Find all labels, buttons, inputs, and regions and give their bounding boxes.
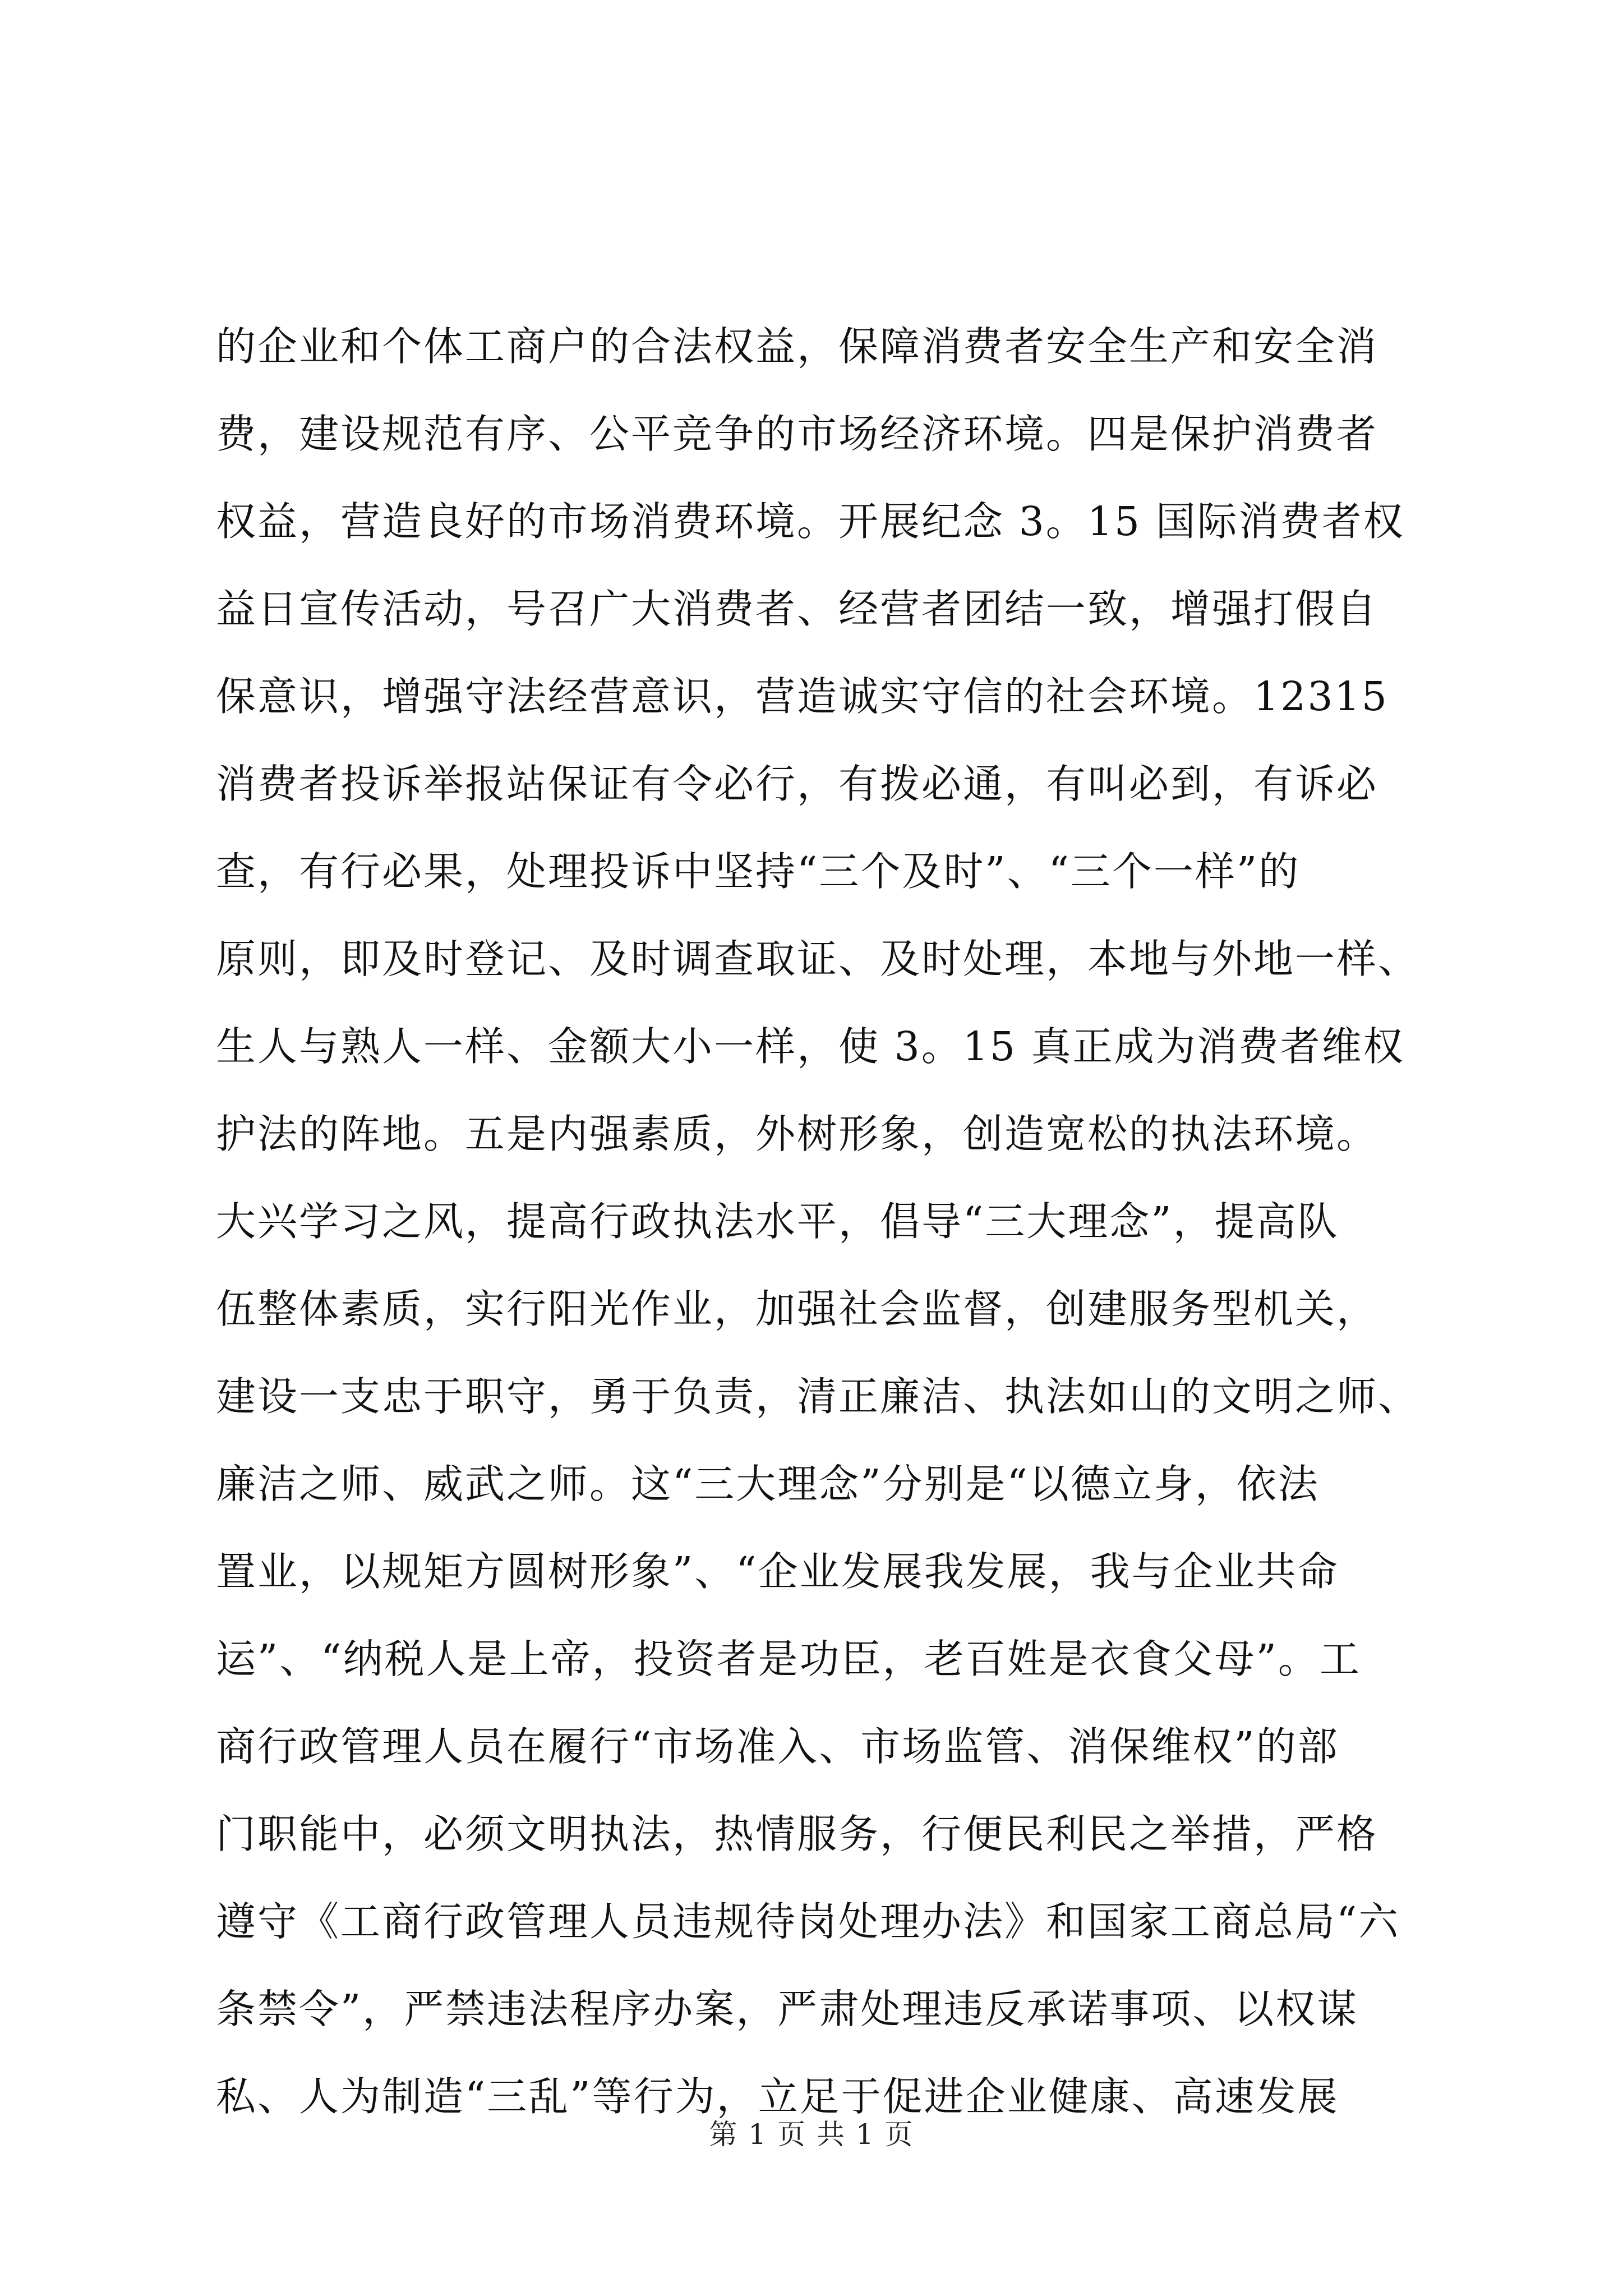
text-line: 生人与熟人一样、金额大小一样，使 3。15 真正成为消费者维权 [216, 1023, 1405, 1070]
text-line: 遵守《工商行政管理人员违规待岗处理办法》和国家工商总局“六 [216, 1898, 1400, 1945]
text-line: 保意识，增强守法经营意识，营造诚实守信的社会环境。12315 [216, 673, 1389, 720]
text-line: 门职能中，必须文明执法，热情服务，行便民利民之举措，严格 [216, 1811, 1378, 1857]
text-line: 的企业和个体工商户的合法权益，保障消费者安全生产和安全消 [216, 323, 1378, 370]
text-line: 条禁令”，严禁违法程序办案，严肃处理违反承诺事项、以权谋 [216, 1986, 1359, 2032]
document-body [216, 303, 1420, 2141]
text-line: 大兴学习之风，提高行政执法水平，倡导“三大理念”，提高队 [216, 1198, 1339, 1245]
text-line: 消费者投诉举报站保证有令必行，有拨必通，有叫必到，有诉必 [216, 761, 1378, 807]
text-line: 置业，以规矩方圆树形象”、“企业发展我发展，我与企业共命 [216, 1548, 1339, 1595]
text-line: 护法的阵地。五是内强素质，外树形象，创造宽松的执法环境。 [216, 1111, 1378, 1157]
text-line: 益日宣传活动，号召广大消费者、经营者团结一致，增强打假自 [216, 586, 1378, 632]
text-line: 费，建设规范有序、公平竞争的市场经济环境。四是保护消费者 [216, 411, 1378, 457]
text-line: 私、人为制造“三乱”等行为，立足于促进企业健康、高速发展 [216, 2073, 1339, 2120]
page-number-footer: 第 1 页 共 1 页 [709, 2118, 914, 2151]
text-line: 查，有行必果，处理投诉中坚持“三个及时”、“三个一样”的 [216, 848, 1301, 895]
text-line: 商行政管理人员在履行“市场准入、市场监管、消保维权”的部 [216, 1723, 1339, 1770]
text-line: 权益，营造良好的市场消费环境。开展纪念 3。15 国际消费者权 [216, 498, 1405, 545]
text-line: 原则，即及时登记、及时调查取证、及时处理，本地与外地一样、 [216, 936, 1420, 982]
text-line: 运”、“纳税人是上帝，投资者是功臣，老百姓是衣食父母”。工 [216, 1636, 1361, 1682]
text-line: 建设一支忠于职守，勇于负责，清正廉洁、执法如山的文明之师、 [216, 1373, 1420, 1420]
text-line: 伍整体素质，实行阳光作业，加强社会监督，创建服务型机关， [216, 1286, 1378, 1332]
text-line: 廉洁之师、威武之师。这“三大理念”分别是“以德立身，依法 [216, 1461, 1320, 1507]
